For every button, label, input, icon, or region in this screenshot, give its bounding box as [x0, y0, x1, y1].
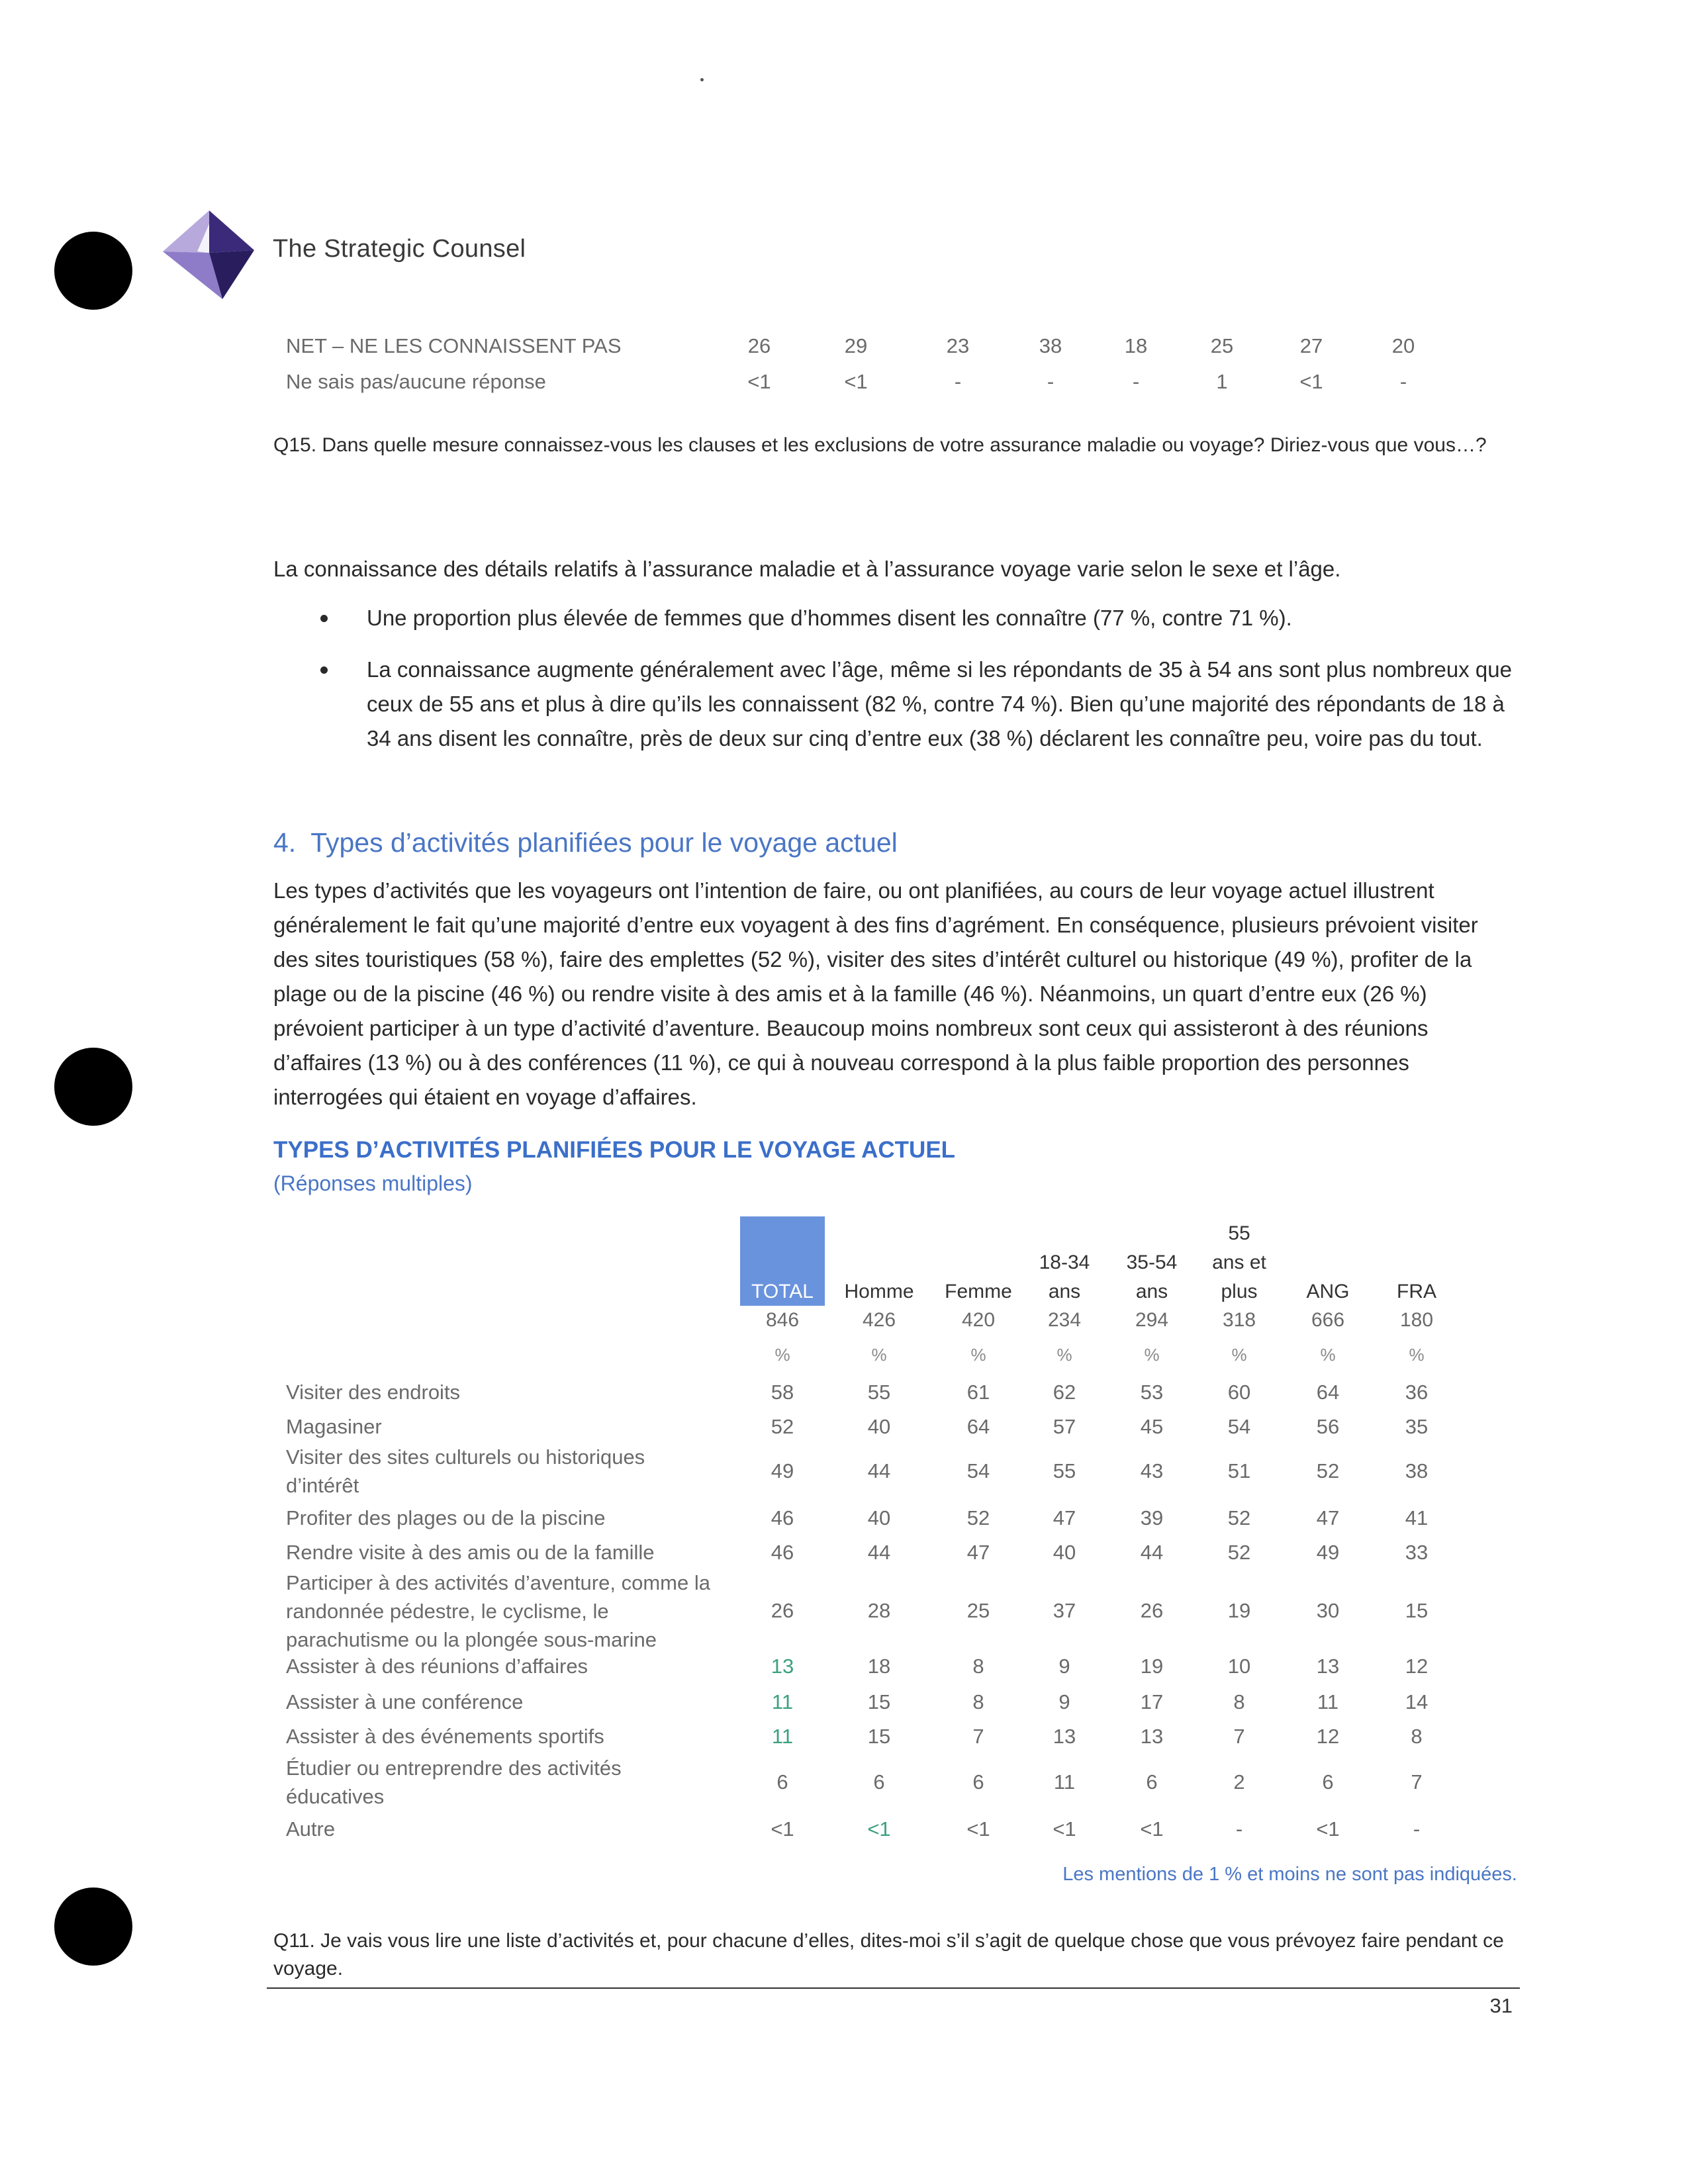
table-cell: 8 [972, 1655, 984, 1678]
table-cell: 9 [1058, 1690, 1070, 1713]
row-label: Autre [286, 1817, 336, 1841]
column-header-line: 18-34 [1039, 1251, 1090, 1273]
base-count: 180 [1399, 1309, 1434, 1331]
table-cell: 10 [1227, 1655, 1251, 1678]
column-header-line: ans et [1212, 1251, 1266, 1273]
table-cell: <1 [1316, 1817, 1340, 1841]
table-row [0, 1569, 1688, 1653]
table-cell: 47 [966, 1541, 990, 1564]
table-cell: 6 [972, 1770, 984, 1794]
table-cell: 52 [1227, 1541, 1251, 1564]
intro-paragraph: La connaissance des détails relatifs à l’assurance maladie et à l’assurance voyage varie selon le sexe et l’âge. [273, 557, 1341, 581]
findings-list [311, 601, 1516, 773]
table-cell: 17 [1140, 1690, 1164, 1713]
column-header-line: ANG [1306, 1281, 1350, 1302]
table-cell: 6 [776, 1770, 788, 1794]
base-count-row [0, 1309, 1688, 1338]
row-label: Assister à des réunions d’affaires [286, 1655, 588, 1678]
column-header-line: 35-54 [1126, 1251, 1178, 1273]
table-cell: 6 [1322, 1770, 1334, 1794]
row-label: Rendre visite à des amis ou de la famille [286, 1541, 655, 1564]
percent-symbol: % [871, 1345, 887, 1365]
table-cell: 12 [1316, 1725, 1340, 1748]
table-cell: 39 [1140, 1506, 1164, 1529]
table-cell: 52 [1227, 1506, 1251, 1529]
footer-divider [267, 1987, 1520, 1989]
table-cell: 51 [1227, 1459, 1251, 1482]
table-subtitle: (Réponses multiples) [273, 1171, 473, 1195]
column-header-line: Femme [945, 1281, 1012, 1302]
table-row [0, 1378, 1688, 1407]
table-cell: <1 [771, 1817, 794, 1841]
table-cell: 52 [771, 1415, 794, 1438]
section-paragraph: Les types d’activités que les voyageurs ont l’intention de faire, ou ont planifiées, au cours de leur voyage actuel illustrent généralement le fait qu’une majorité d’entre eux voyagent à des fins d’agrément. En conséquence, plusieurs prévoient visiter des sites touristiques (58 %), faire des emplettes (52 %), visiter des sites d’intérêt culturel ou historique (49 %), profiter de la plage ou de la piscine (46 %) ou rendre visite à des amis et à la famille (46 %). Néanmoins, un quart d’entre eux (26 %) prévoient participer à un type d’activité d’aventure. Beaucoup moins nombreux sont ceux qui assisteront à des réunions d’affaires (13 %) ou à des conférences (11 %), ce qui à nouveau correspond à la plus faible proportion des personnes interrogées qui étaient en voyage d’affaires. [273, 878, 1478, 1109]
table-cell: 13 [771, 1655, 794, 1678]
table-cell: 36 [1405, 1381, 1429, 1404]
table-cell: 20 [1391, 334, 1415, 357]
column-header-line: ans [1048, 1281, 1081, 1302]
table-cell: 25 [966, 1599, 990, 1622]
table-row [0, 1652, 1688, 1681]
table-cell: 7 [1411, 1770, 1423, 1794]
table-cell: 29 [844, 334, 868, 357]
table-cell: <1 [867, 1817, 891, 1841]
table-cell: <1 [1053, 1817, 1076, 1841]
table-row [286, 334, 1464, 370]
row-label: Visiter des sites culturels ou historiques d’intérêt [286, 1445, 645, 1497]
scan-speck [700, 78, 704, 81]
table-row [0, 1688, 1688, 1717]
table-cell: 13 [1316, 1655, 1340, 1678]
table-cell: 2 [1233, 1770, 1245, 1794]
table-cell: 8 [972, 1690, 984, 1713]
table-cell: - [1399, 370, 1407, 393]
table-cell: 11 [1317, 1690, 1339, 1713]
table-cell: 27 [1299, 334, 1323, 357]
row-label: NET – NE LES CONNAISSENT PAS [286, 334, 622, 357]
percent-symbol: % [1231, 1345, 1247, 1365]
table-cell: 44 [867, 1459, 891, 1482]
table-cell: - [1413, 1817, 1421, 1841]
base-count: 318 [1222, 1309, 1256, 1331]
section-title: Types d’activités planifiées pour le voyage actuel [310, 827, 898, 858]
percent-symbol: % [1144, 1345, 1160, 1365]
table-cell: - [954, 370, 962, 393]
table-cell: 12 [1405, 1655, 1429, 1678]
binder-hole-middle [54, 1048, 132, 1126]
row-label: Assister à une conférence [286, 1690, 524, 1713]
list-item: La connaissance augmente généralement avec l’âge, même si les répondants de 35 à 54 ans sont plus nombreux que ceux de 55 ans et plus à dire qu’ils les connaissent (82 %, contre 74 %). Bien qu’une majorité des répondants de 18 à 34 ans disent les connaître, près de deux sur cinq d’entre eux (38 %) déclarent les connaître peu, voire pas du tout. [311, 653, 1516, 756]
table-cell: 13 [1053, 1725, 1076, 1748]
column-header [1374, 1216, 1460, 1306]
column-header [1021, 1216, 1107, 1306]
table-cell: 47 [1316, 1506, 1340, 1529]
table-cell: 14 [1405, 1690, 1429, 1713]
table-cell: 19 [1140, 1655, 1164, 1678]
binder-hole-top [54, 232, 132, 310]
base-count: 234 [1047, 1309, 1082, 1331]
table-cell: 45 [1140, 1415, 1164, 1438]
table-cell: 41 [1405, 1506, 1429, 1529]
table-cell: 37 [1053, 1599, 1076, 1622]
table-row [0, 1722, 1688, 1751]
table-cell: <1 [747, 370, 771, 393]
base-count: 426 [862, 1309, 896, 1331]
table-cell: - [1047, 370, 1055, 393]
row-label: Profiter des plages ou de la piscine [286, 1506, 606, 1529]
table-cell: 47 [1053, 1506, 1076, 1529]
table-cell: 56 [1316, 1415, 1340, 1438]
page-number: 31 [1489, 1994, 1513, 2017]
table-cell: 38 [1039, 334, 1062, 357]
table-cell: 54 [1227, 1415, 1251, 1438]
base-count: 420 [961, 1309, 996, 1331]
table-row [0, 1754, 1688, 1811]
row-label: Magasiner [286, 1415, 382, 1438]
table-cell: 49 [1316, 1541, 1340, 1564]
table-cell: - [1235, 1817, 1243, 1841]
row-label: Participer à des activités d’aventure, comme la randonnée pédestre, le cyclisme, le parachutisme ou la plongée sous-marine [286, 1571, 710, 1651]
table-row [0, 1504, 1688, 1533]
table-cell: 7 [972, 1725, 984, 1748]
column-header [739, 1216, 825, 1306]
table-row [0, 1443, 1688, 1500]
table-row [0, 1538, 1688, 1567]
table-cell: 55 [1053, 1459, 1076, 1482]
strategic-counsel-logo [163, 210, 254, 299]
section-heading [273, 827, 898, 858]
table-cell: 64 [966, 1415, 990, 1438]
table-cell: 49 [771, 1459, 794, 1482]
table-row [286, 370, 1464, 406]
percent-symbol: % [970, 1345, 986, 1365]
table-cell: 1 [1216, 370, 1228, 393]
row-label: Étudier ou entreprendre des activités éducatives [286, 1756, 622, 1808]
percent-symbol: % [1056, 1345, 1072, 1365]
table-cell: 44 [867, 1541, 891, 1564]
column-header-line: TOTAL [751, 1281, 814, 1302]
table-cell: 18 [867, 1655, 891, 1678]
q11-question-note: Q11. Je vais vous lire une liste d’activités et, pour chacune d’elles, dites-moi s’il s’agit de quelque chose que vous prévoyez faire pendant ce voyage. [273, 1930, 1504, 1979]
percent-symbol: % [1320, 1345, 1336, 1365]
table-cell: 40 [867, 1506, 891, 1529]
table-cell: 40 [1053, 1541, 1076, 1564]
row-label: Ne sais pas/aucune réponse [286, 370, 546, 393]
base-count: 846 [765, 1309, 800, 1331]
table-cell: 40 [867, 1415, 891, 1438]
table-cell: 15 [1405, 1599, 1429, 1622]
table-cell: 13 [1140, 1725, 1164, 1748]
column-header-line: plus [1221, 1281, 1258, 1302]
table-row [0, 1412, 1688, 1441]
column-header-line: Homme [844, 1281, 914, 1302]
section-number: 4. [273, 827, 297, 858]
percent-symbol: % [774, 1345, 790, 1365]
table-cell: 53 [1140, 1381, 1164, 1404]
column-header [1109, 1216, 1195, 1306]
table-cell: 35 [1405, 1415, 1429, 1438]
table-cell: 11 [1053, 1770, 1076, 1794]
table-cell: 38 [1405, 1459, 1429, 1482]
column-header [1196, 1216, 1282, 1306]
table-cell: 11 [771, 1725, 794, 1748]
table-cell: - [1132, 370, 1140, 393]
table-cell: 33 [1405, 1541, 1429, 1564]
column-header-line: FRA [1397, 1281, 1436, 1302]
table-cell: 30 [1316, 1599, 1340, 1622]
table-cell: 6 [873, 1770, 885, 1794]
base-count: 666 [1311, 1309, 1345, 1331]
table-cell: 7 [1233, 1725, 1245, 1748]
table-cell: 52 [1316, 1459, 1340, 1482]
table-cell: 28 [867, 1599, 891, 1622]
previous-table-continuation [286, 334, 1464, 406]
percent-symbol-row [0, 1345, 1688, 1374]
table-cell: 18 [1124, 334, 1148, 357]
table-cell: 8 [1411, 1725, 1423, 1748]
binder-hole-bottom [54, 1888, 132, 1966]
column-header [1285, 1216, 1371, 1306]
column-header [836, 1216, 922, 1306]
table-cell: 25 [1210, 334, 1234, 357]
table-cell: 8 [1233, 1690, 1245, 1713]
row-label: Visiter des endroits [286, 1381, 461, 1404]
table-cell: 6 [1146, 1770, 1158, 1794]
column-header-line: 55 [1228, 1222, 1250, 1244]
row-label: Assister à des événements sportifs [286, 1725, 604, 1748]
q15-question-note: Q15. Dans quelle mesure connaissez-vous les clauses et les exclusions de votre assurance maladie ou voyage? Diriez-vous que vous…? [273, 434, 1487, 456]
table-footnote: Les mentions de 1 % et moins ne sont pas indiquées. [1062, 1864, 1517, 1885]
table-cell: 15 [867, 1725, 891, 1748]
table-cell: 62 [1053, 1381, 1076, 1404]
table-cell: 9 [1058, 1655, 1070, 1678]
table-cell: 46 [771, 1541, 794, 1564]
table-cell: <1 [1140, 1817, 1164, 1841]
table-cell: <1 [844, 370, 868, 393]
table-cell: 26 [771, 1599, 794, 1622]
table-cell: 60 [1227, 1381, 1251, 1404]
base-count: 294 [1135, 1309, 1169, 1331]
table-cell: 58 [771, 1381, 794, 1404]
table-cell: 23 [946, 334, 970, 357]
table-row [0, 1815, 1688, 1844]
table-title: TYPES D’ACTIVITÉS PLANIFIÉES POUR LE VOYAGE ACTUEL [273, 1137, 956, 1163]
column-header-line: ans [1135, 1281, 1168, 1302]
table-cell: 26 [1140, 1599, 1164, 1622]
table-cell: 44 [1140, 1541, 1164, 1564]
table-cell: 26 [747, 334, 771, 357]
table-cell: 11 [771, 1690, 794, 1713]
table-cell: 55 [867, 1381, 891, 1404]
column-header [935, 1216, 1021, 1306]
table-cell: 57 [1053, 1415, 1076, 1438]
table-cell: <1 [966, 1817, 990, 1841]
table-cell: 43 [1140, 1459, 1164, 1482]
list-item: Une proportion plus élevée de femmes que d’hommes disent les connaître (77 %, contre 71 %). [311, 601, 1516, 635]
table-cell: 46 [771, 1506, 794, 1529]
table-cell: 61 [966, 1381, 990, 1404]
table-cell: 19 [1227, 1599, 1251, 1622]
percent-symbol: % [1409, 1345, 1425, 1365]
brand-name: The Strategic Counsel [273, 235, 526, 263]
table-cell: 54 [966, 1459, 990, 1482]
table-cell: <1 [1299, 370, 1323, 393]
table-cell: 64 [1316, 1381, 1340, 1404]
table-cell: 15 [867, 1690, 891, 1713]
table-cell: 52 [966, 1506, 990, 1529]
